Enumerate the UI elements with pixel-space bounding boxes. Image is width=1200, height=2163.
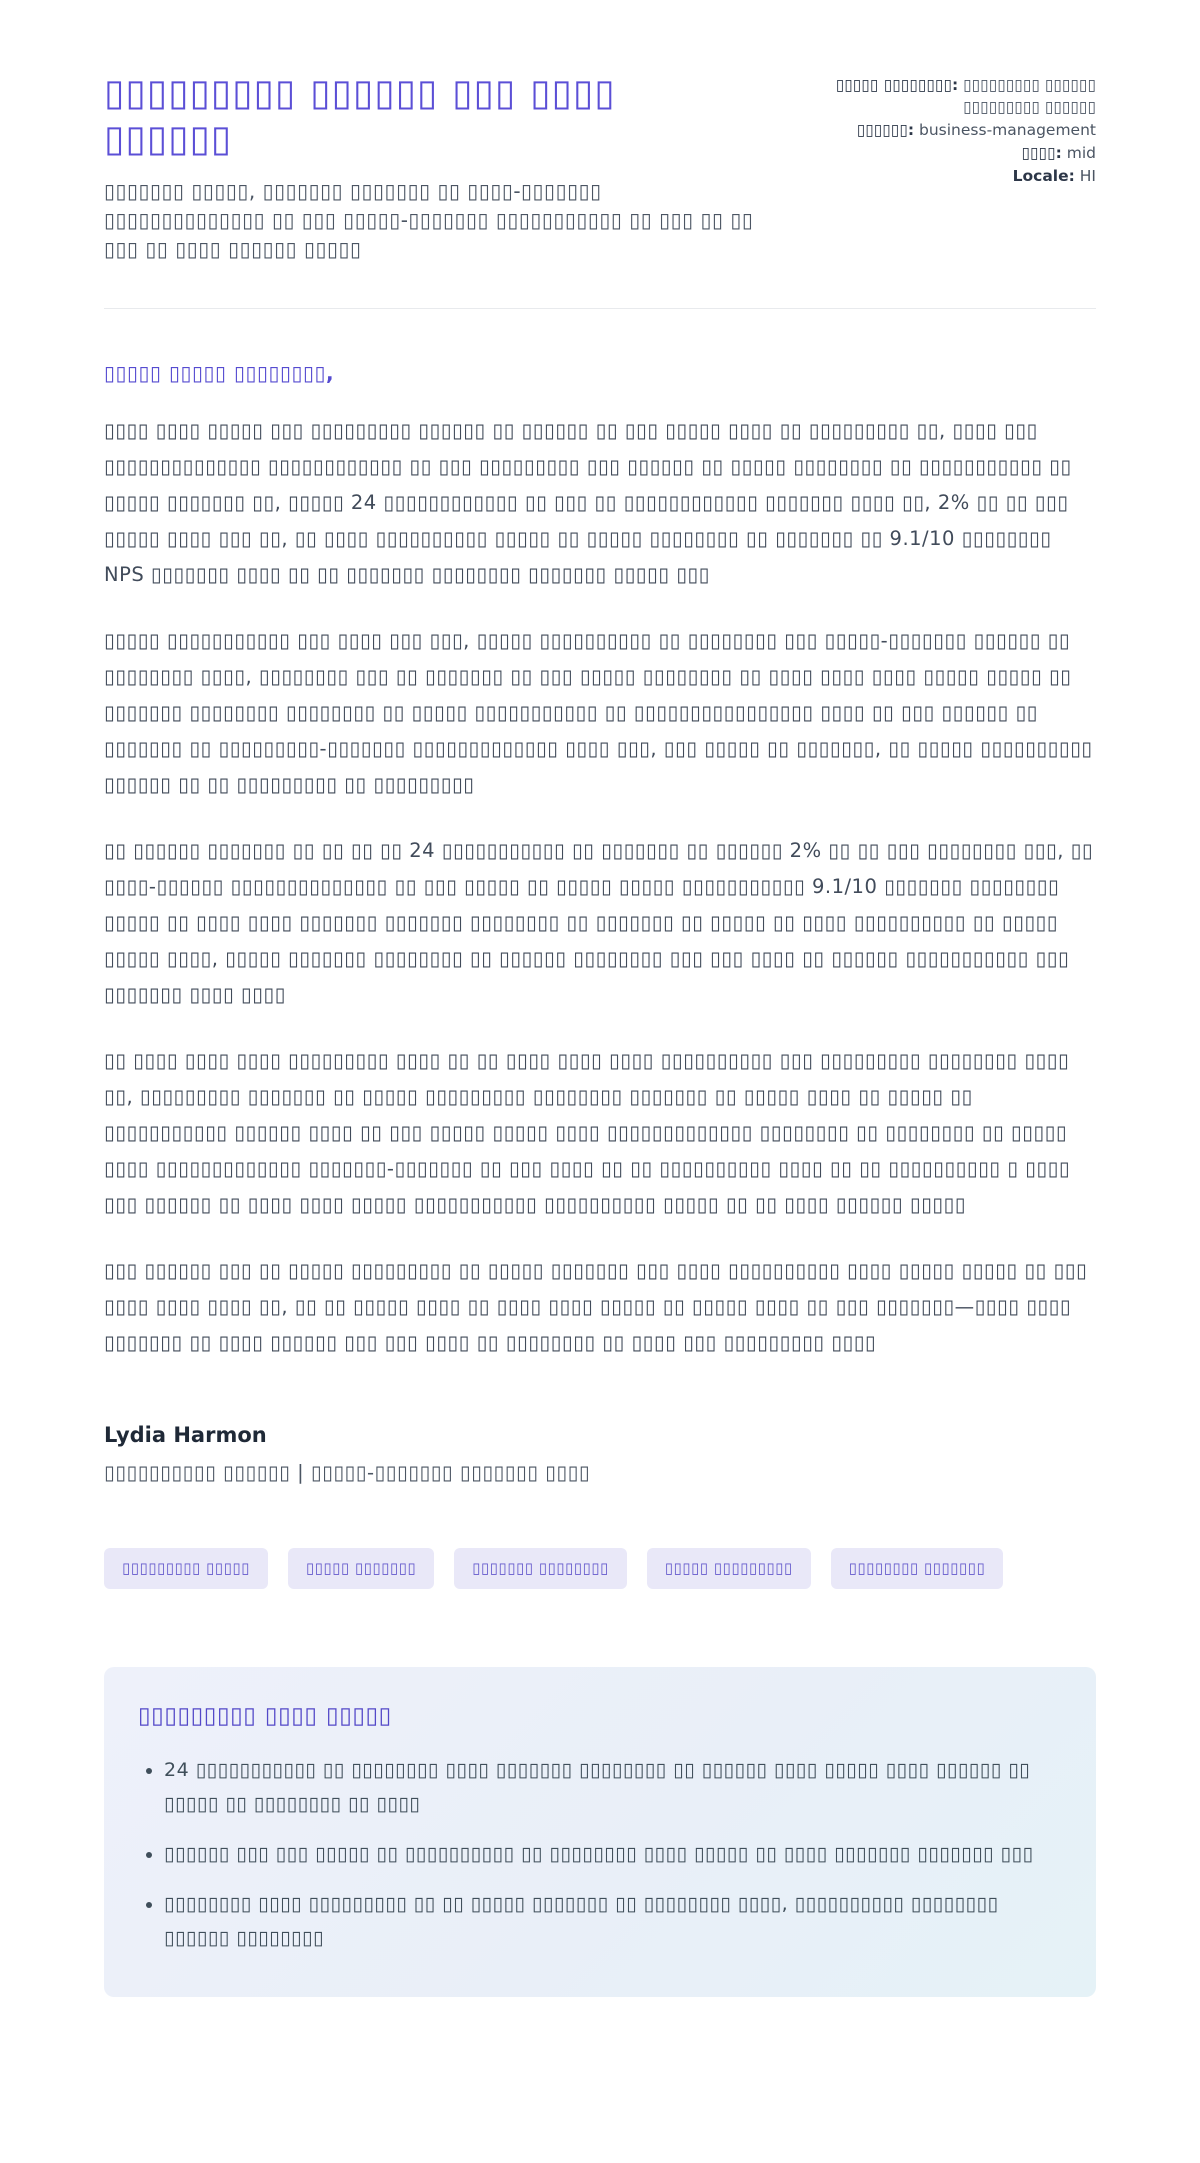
letter-paragraph: ▯▯▯ ▯▯▯▯▯▯ ▯▯▯ ▯▯ ▯▯▯▯▯ ▯▯▯▯▯▯▯▯▯ ▯▯ ▯▯▯▯▯ ▯▯▯▯▯▯▯ ▯▯▯ ▯▯▯▯ ▯▯▯▯▯▯▯▯▯▯ ▯▯▯▯ ▯▯▯▯▯ ▯▯▯▯▯ ▯▯ ▯▯▯ ▯▯▯▯ ▯▯▯▯ ▯▯▯▯ ▯▯, ▯▯ ▯▯ ▯▯▯▯▯ ▯▯▯▯ ▯▯ ▯▯▯▯ ▯▯▯▯ ▯▯▯▯▯ ▯▯ ▯▯▯▯▯ ▯▯▯▯ ▯▯ ▯▯▯ ▯▯▯▯▯▯▯—▯▯▯▯ ▯▯▯▯ ▯▯▯▯▯▯▯ ▯▯ ▯▯▯▯ ▯▯▯▯▯▯ ▯▯▯ ▯▯▯ ▯▯▯▯ ▯▯ ▯▯▯▯▯▯▯▯ ▯▯ ▯▯▯▯ ▯▯▯ ▯▯▯▯▯▯▯▯▯ ▯▯▯▯ — [104, 1258, 1088, 1354]
meta-row-scenario — [796, 74, 1096, 118]
highlight-item: • ▯▯▯▯▯▯▯▯ ▯▯▯▯ ▯▯▯▯▯▯▯▯▯ ▯▯ ▯▯ ▯▯▯▯▯ ▯▯▯▯▯▯▯ ▯▯ ▯▯▯▯▯▯▯▯ ▯▯▯▯, ▯▯▯▯▯▯▯▯▯▯ ▯▯▯▯▯▯▯▯ ▯▯▯▯▯▯ ▯▯▯▯▯▯▯▯ — [164, 1887, 1062, 1955]
tag-chip: ▯▯▯▯▯ ▯▯▯▯▯▯▯▯▯ — [647, 1548, 811, 1589]
letter-paragraph: ▯▯▯▯▯ ▯▯▯▯▯▯▯▯▯▯▯ ▯▯▯ ▯▯▯▯ ▯▯▯ ▯▯▯, ▯▯▯▯▯ ▯▯▯▯▯▯▯▯▯▯ ▯▯ ▯▯▯▯▯▯▯▯ ▯▯▯ ▯▯▯▯▯-▯▯▯▯▯▯▯ ▯▯▯▯▯▯ ▯▯ ▯▯▯▯▯▯▯▯ ▯▯▯▯, ▯▯▯▯▯▯▯▯ ▯▯▯ ▯▯ ▯▯▯▯▯▯▯ ▯▯ ▯▯▯ ▯▯▯▯▯ ▯▯▯▯▯▯▯▯ ▯▯ ▯▯▯▯ ▯▯▯▯ ▯▯▯▯ ▯▯▯▯▯ ▯▯▯▯▯ ▯▯ ▯▯▯▯▯▯▯ ▯▯▯▯▯▯▯▯ ▯▯▯▯▯▯▯▯ ▯▯ ▯▯▯▯▯ ▯▯▯▯▯▯▯▯▯▯▯ ▯▯ ▯▯▯▯▯▯▯▯▯▯▯▯▯▯▯▯ ▯▯▯▯ ▯▯ ▯▯▯ ▯▯▯▯▯▯ ▯▯ ▯▯▯▯▯▯▯ ▯▯ ▯▯▯▯▯▯▯▯▯-▯▯▯▯▯▯▯ ▯▯▯▯▯▯▯▯▯▯▯▯▯ ▯▯▯▯ ▯▯▯, ▯▯▯ ▯▯▯▯▯ ▯▯ ▯▯▯▯▯▯▯, ▯▯ ▯▯▯▯▯ ▯▯▯▯▯▯▯▯▯▯ ▯▯▯▯▯▯ ▯▯ ▯▯ ▯▯▯▯▯▯▯▯▯ ▯▯ ▯▯▯▯▯▯▯▯▯ — [104, 628, 1093, 796]
letter-paragraph: ▯▯▯▯ ▯▯▯▯ ▯▯▯▯▯ ▯▯▯ ▯▯▯▯▯▯▯▯▯ ▯▯▯▯▯▯ ▯▯ ▯▯▯▯▯▯ ▯▯ ▯▯▯ ▯▯▯▯▯ ▯▯▯▯ ▯▯ ▯▯▯▯▯▯▯▯▯ ▯▯, ▯▯▯▯ ▯▯▯ ▯▯▯▯▯▯▯▯▯▯▯▯▯▯ ▯▯▯▯▯▯▯▯▯▯▯▯ ▯▯ ▯▯▯ ▯▯▯▯▯▯▯▯▯ ▯▯▯ ▯▯▯▯▯▯ ▯▯ ▯▯▯▯▯ ▯▯▯▯▯▯▯▯ ▯▯ ▯▯▯▯▯▯▯▯▯▯▯ ▯▯ ▯▯▯▯▯ ▯▯▯▯▯▯▯ ▯▯, ▯▯▯▯▯ 24 ▯▯▯▯▯▯▯▯▯▯▯▯ ▯▯ ▯▯▯ ▯▯ ▯▯▯▯▯▯▯▯▯▯▯▯ ▯▯▯▯▯▯▯ ▯▯▯▯ ▯▯, 2% ▯▯ ▯▯ ▯▯▯ ▯▯▯▯▯ ▯▯▯▯ ▯▯▯ ▯▯, ▯▯ ▯▯▯▯ ▯▯▯▯▯▯▯▯▯▯ ▯▯▯▯▯ ▯▯ ▯▯▯▯▯ ▯▯▯▯▯▯▯▯ ▯▯ ▯▯▯▯▯▯▯ ▯▯ 9.1/10 ▯▯▯▯▯▯▯▯ NPS ▯▯▯▯▯▯▯ ▯▯▯▯ ▯▯ ▯▯ ▯▯▯▯▯▯▯ ▯▯▯▯▯▯▯▯ ▯▯▯▯▯▯▯ ▯▯▯▯▯ ▯▯▯ — [104, 418, 1072, 586]
meta-label: Locale: — [1012, 167, 1075, 185]
highlight-item: • ▯▯▯▯▯▯ ▯▯▯ ▯▯▯ ▯▯▯▯▯ ▯▯ ▯▯▯▯▯▯▯▯▯▯ ▯▯ ▯▯▯▯▯▯▯▯ ▯▯▯▯ ▯▯▯▯▯ ▯▯ ▯▯▯▯ ▯▯▯▯▯▯▯ ▯▯▯▯▯▯▯ ▯▯▯ — [164, 1837, 1062, 1871]
meta-label: ▯▯▯▯▯▯: — [856, 121, 915, 139]
document-header — [104, 70, 1096, 264]
meta-row-domain — [796, 119, 1096, 141]
letter-greeting: ▯▯▯▯▯ ▯▯▯▯▯ ▯▯▯▯▯▯▯▯, — [104, 360, 335, 385]
title-block — [104, 70, 756, 264]
meta-block — [796, 70, 1096, 188]
meta-label: ▯▯▯▯▯ ▯▯▯▯▯▯▯▯: — [835, 76, 959, 94]
tag-chip: ▯▯▯▯▯▯▯▯▯ ▯▯▯▯▯ — [104, 1548, 268, 1589]
meta-label: ▯▯▯▯: — [1021, 144, 1062, 162]
highlights-box — [104, 1667, 1096, 1997]
highlight-item: • 24 ▯▯▯▯▯▯▯▯▯▯▯ ▯▯ ▯▯▯▯▯▯▯▯ ▯▯▯▯ ▯▯▯▯▯▯▯ ▯▯▯▯▯▯▯▯ ▯▯ ▯▯▯▯▯▯ ▯▯▯▯ ▯▯▯▯▯ ▯▯▯▯ ▯▯▯▯▯▯ ▯▯ ▯▯▯▯▯ ▯▯ ▯▯▯▯▯▯▯▯ ▯▯ ▯▯▯▯ — [164, 1753, 1062, 1821]
highlights-list — [138, 1753, 1062, 1955]
tag-chip: ▯▯▯▯▯▯▯▯ ▯▯▯▯▯▯▯ — [831, 1548, 1004, 1589]
letter-paragraph: ▯▯ ▯▯▯▯ ▯▯▯▯ ▯▯▯▯ ▯▯▯▯▯▯▯▯▯ ▯▯▯▯ ▯▯ ▯▯ ▯▯▯▯ ▯▯▯▯ ▯▯▯▯ ▯▯▯▯▯▯▯▯▯▯ ▯▯▯ ▯▯▯▯▯▯▯▯▯ ▯▯▯▯▯▯▯▯ ▯▯▯▯ ▯▯, ▯▯▯▯▯▯▯▯▯ ▯▯▯▯▯▯▯ ▯▯ ▯▯▯▯▯ ▯▯▯▯▯▯▯▯▯ ▯▯▯▯▯▯▯▯ ▯▯▯▯▯▯▯ ▯▯ ▯▯▯▯▯ ▯▯▯▯ ▯▯ ▯▯▯▯▯ ▯▯ ▯▯▯▯▯▯▯▯▯▯▯ ▯▯▯▯▯▯ ▯▯▯▯ ▯▯ ▯▯▯ ▯▯▯▯▯ ▯▯▯▯▯ ▯▯▯▯ ▯▯▯▯▯▯▯▯▯▯▯▯▯ ▯▯▯▯▯▯▯▯ ▯▯ ▯▯▯▯▯▯▯▯ ▯▯ ▯▯▯▯▯ ▯▯▯▯ ▯▯▯▯▯▯▯▯▯▯▯▯▯ ▯▯▯▯▯▯▯-▯▯▯▯▯▯▯ ▯▯ ▯▯▯ ▯▯▯▯ ▯▯ ▯▯ ▯▯▯▯▯▯▯▯▯▯ ▯▯▯▯ ▯▯ ▯▯ ▯▯▯▯▯▯▯▯▯▯ ▯ ▯▯▯▯ ▯▯▯ ▯▯▯▯▯▯ ▯▯ ▯▯▯▯ ▯▯▯▯ ▯▯▯▯▯ ▯▯▯▯▯▯▯▯▯▯▯ ▯▯▯▯▯▯▯▯▯▯ ▯▯▯▯▯ ▯▯ ▯▯ ▯▯▯▯ ▯▯▯▯▯▯ ▯▯▯▯▯ — [104, 1048, 1071, 1216]
page-subtitle: ▯▯▯▯▯▯▯ ▯▯▯▯▯, ▯▯▯▯▯▯▯ ▯▯▯▯▯▯▯ ▯▯ ▯▯▯▯-▯▯▯▯▯▯▯ ▯▯▯▯▯▯▯▯▯▯▯▯▯▯ ▯▯ ▯▯▯ ▯▯▯▯▯-▯▯▯▯▯▯▯ ▯▯▯▯▯▯▯▯▯▯▯ ▯▯ ▯▯▯ ▯▯ ▯▯ ▯▯▯ ▯▯ ▯▯▯▯ ▯▯▯▯▯▯ ▯▯▯▯▯ — [104, 178, 754, 261]
letter-paragraph: ▯▯ ▯▯▯▯▯▯ ▯▯▯▯▯▯▯ ▯▯ ▯▯ ▯▯ ▯▯ 24 ▯▯▯▯▯▯▯▯▯▯▯ ▯▯ ▯▯▯▯▯▯▯ ▯▯ ▯▯▯▯▯▯ 2% ▯▯ ▯▯ ▯▯▯ ▯▯▯▯▯▯▯▯ ▯▯▯, ▯▯ ▯▯▯▯-▯▯▯▯▯▯ ▯▯▯▯▯▯▯▯▯▯▯▯▯▯ ▯▯ ▯▯▯ ▯▯▯▯▯ ▯▯ ▯▯▯▯▯ ▯▯▯▯▯ ▯▯▯▯▯▯▯▯▯▯▯ 9.1/10 ▯▯▯▯▯▯▯ ▯▯▯▯▯▯▯▯ ▯▯▯▯▯ ▯▯ ▯▯▯▯ ▯▯▯▯ ▯▯▯▯▯▯▯ ▯▯▯▯▯▯▯ ▯▯▯▯▯▯▯▯ ▯▯ ▯▯▯▯▯▯▯ ▯▯ ▯▯▯▯▯ ▯▯ ▯▯▯▯ ▯▯▯▯▯▯▯▯▯▯ ▯▯ ▯▯▯▯▯ ▯▯▯▯▯ ▯▯▯▯, ▯▯▯▯▯ ▯▯▯▯▯▯▯ ▯▯▯▯▯▯▯▯ ▯▯ ▯▯▯▯▯▯ ▯▯▯▯▯▯▯▯ ▯▯▯ ▯▯▯ ▯▯▯▯ ▯▯ ▯▯▯▯▯▯ ▯▯▯▯▯▯▯▯▯▯▯ ▯▯▯ ▯▯▯▯▯▯▯ ▯▯▯▯ ▯▯▯▯ — [104, 838, 1094, 1006]
signature-name: Lydia Harmon — [104, 1422, 267, 1447]
meta-value: business-management — [919, 121, 1096, 139]
tag-chip: ▯▯▯▯▯ ▯▯▯▯▯▯▯ — [288, 1548, 434, 1589]
meta-value: ▯▯▯▯▯▯▯▯▯ ▯▯▯▯▯▯ ▯▯▯▯▯▯▯▯▯ ▯▯▯▯▯▯ — [963, 76, 1096, 116]
header-divider — [104, 308, 1096, 309]
meta-row-locale — [796, 165, 1096, 187]
meta-row-level — [796, 142, 1096, 164]
page-title: ▯▯▯▯▯▯▯▯▯ ▯▯▯▯▯▯ ▯▯▯ ▯▯▯▯ ▯▯▯▯▯▯ — [104, 71, 616, 161]
tag-chip: ▯▯▯▯▯▯▯ ▯▯▯▯▯▯▯▯ — [454, 1548, 627, 1589]
signature-block — [104, 1423, 1096, 1484]
meta-value: mid — [1066, 144, 1096, 162]
tag-list — [104, 1548, 1096, 1589]
meta-value: HI — [1079, 167, 1096, 185]
document-page — [104, 0, 1096, 2067]
highlights-heading: ▯▯▯▯▯▯▯▯▯ ▯▯▯▯ ▯▯▯▯▯ — [138, 1702, 392, 1729]
signature-role: ▯▯▯▯▯▯▯▯▯▯ ▯▯▯▯▯▯ | ▯▯▯▯▯-▯▯▯▯▯▯▯ ▯▯▯▯▯▯▯ ▯▯▯▯ — [104, 1460, 591, 1484]
